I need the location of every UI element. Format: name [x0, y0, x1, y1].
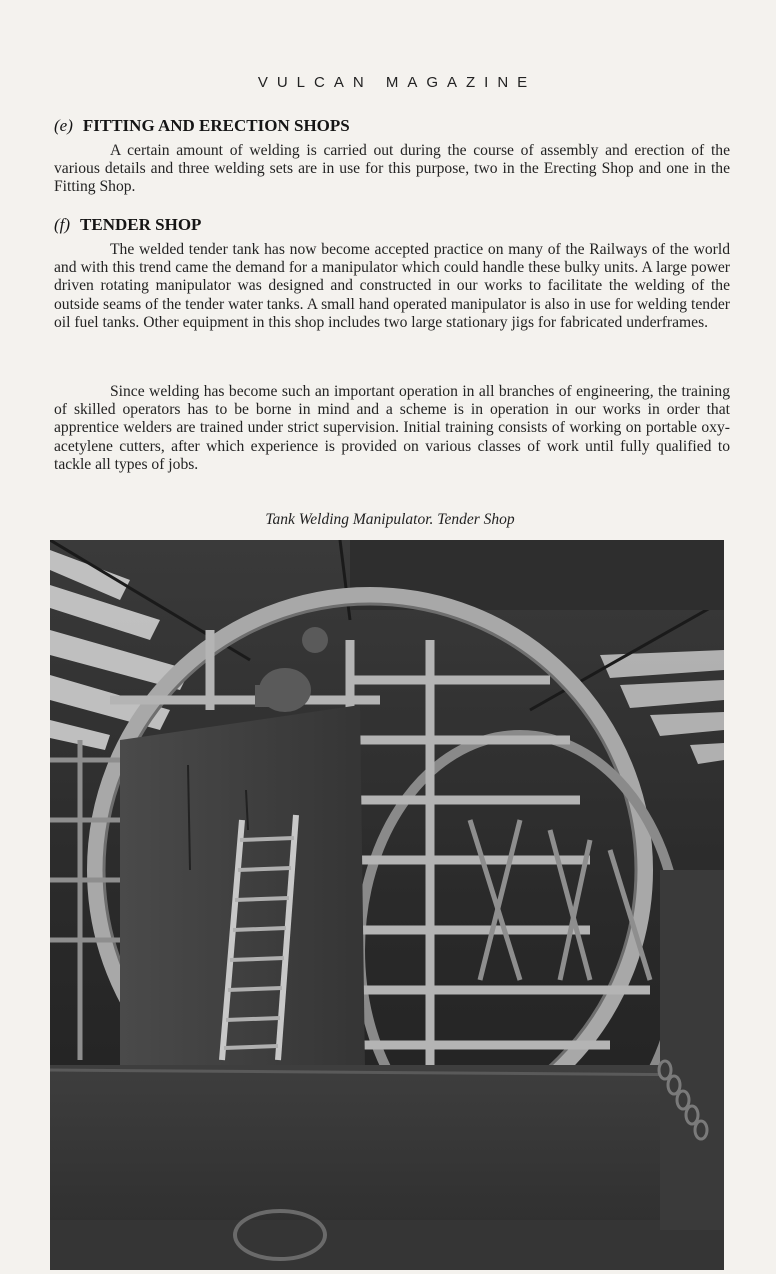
section-title: TENDER SHOP: [80, 215, 202, 234]
paragraph: The welded tender tank has now become accepted practice on many of the Railways of the world and with this trend came the demand for a manipulator which could handle these bulky units. A large power driven rotating manipulator was designed and constructed in our works to facilitate the welding of the outside seams of the tender water tanks. A small hand operated manipulator is also in use for welding tender oil fuel tanks. Other equipment in this shop includes two large stationary jigs for fabricated underframes.: [54, 241, 730, 331]
section-heading: [54, 215, 730, 235]
section-title: FITTING AND ERECTION SHOPS: [82, 116, 350, 135]
section-marker: (f): [54, 215, 71, 234]
section-marker: (e): [54, 116, 73, 135]
paragraph: Since welding has become such an important operation in all branches of engineering, the training of skilled operators has to be borne in mind and a scheme is in operation in our works in order that apprentice welders are trained under strict supervision. Initial training consists of working on portable oxy-acetylene cutters, after which experience is provided on various classes of work until fully qualified to tackle all types of jobs.: [54, 383, 730, 473]
section-fitting-erection: [54, 116, 730, 197]
section-tender-shop: [54, 215, 730, 332]
photo-tank-welding-manipulator: [50, 540, 724, 1270]
paragraph: A certain amount of welding is carried out during the course of assembly and erection of the various details and three welding sets are in use for this purpose, two in the Erecting Shop and one in the Fitting Shop.: [54, 142, 730, 196]
photo-caption: Tank Welding Manipulator. Tender Shop: [265, 511, 515, 528]
photo-illustration: [50, 540, 724, 1270]
masthead: VULCAN MAGAZINE: [257, 74, 537, 91]
section-heading: [54, 116, 730, 136]
